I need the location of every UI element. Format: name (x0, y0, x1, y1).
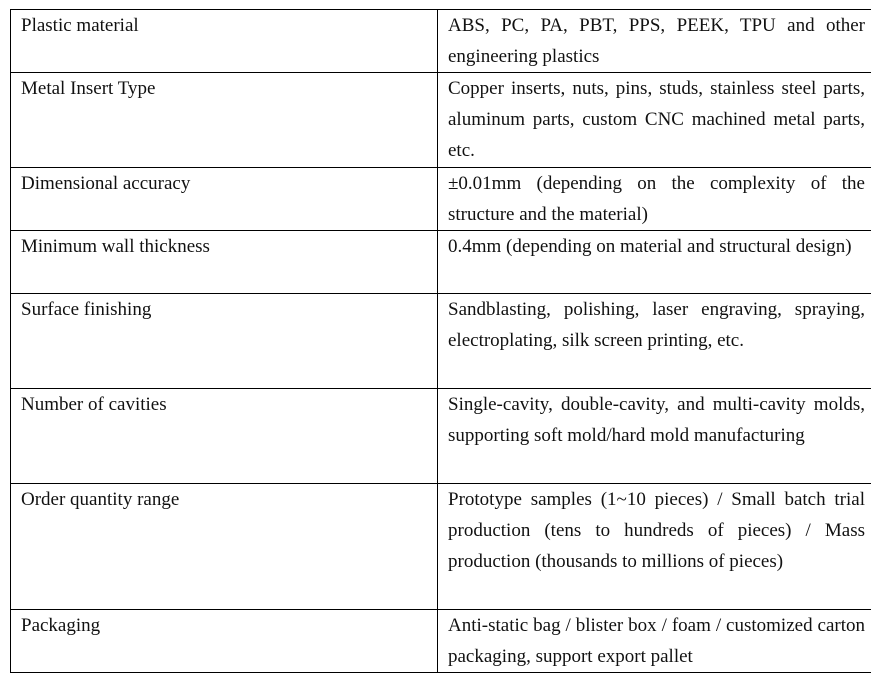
row-label-order-quantity-range: Order quantity range (11, 484, 438, 610)
table-row (11, 168, 871, 231)
row-value-dimensional-accuracy: ±0.01mm (depending on the complexity of the structure and the material) (438, 168, 871, 231)
row-value-minimum-wall-thickness: 0.4mm (depending on material and structural design) (438, 231, 871, 294)
row-value-plastic-material: ABS, PC, PA, PBT, PPS, PEEK, TPU and other engineering plastics (438, 10, 871, 73)
row-label-metal-insert-type: Metal Insert Type (11, 73, 438, 168)
specification-table (10, 9, 871, 673)
row-label-packaging: Packaging (11, 610, 438, 673)
table-row (11, 610, 871, 673)
table-row (11, 294, 871, 389)
row-value-number-of-cavities: Single-cavity, double-cavity, and multi-cavity molds, supporting soft mold/hard mold manufacturing (438, 389, 871, 484)
table-row (11, 484, 871, 610)
row-value-order-quantity-range: Prototype samples (1~10 pieces) / Small batch trial production (tens to hundreds of pieces) / Mass production (thousands to millions of pieces) (438, 484, 871, 610)
table-row (11, 10, 871, 73)
row-value-surface-finishing: Sandblasting, polishing, laser engraving, spraying, electroplating, silk screen printing, etc. (438, 294, 871, 389)
row-value-metal-insert-type: Copper inserts, nuts, pins, studs, stainless steel parts, aluminum parts, custom CNC machined metal parts, etc. (438, 73, 871, 168)
table-row (11, 73, 871, 168)
row-label-surface-finishing: Surface finishing (11, 294, 438, 389)
row-label-dimensional-accuracy: Dimensional accuracy (11, 168, 438, 231)
table-row (11, 231, 871, 294)
row-label-plastic-material: Plastic material (11, 10, 438, 73)
row-label-number-of-cavities: Number of cavities (11, 389, 438, 484)
row-label-minimum-wall-thickness: Minimum wall thickness (11, 231, 438, 294)
row-value-packaging: Anti-static bag / blister box / foam / customized carton packaging, support export pallet (438, 610, 871, 673)
table-row (11, 389, 871, 484)
